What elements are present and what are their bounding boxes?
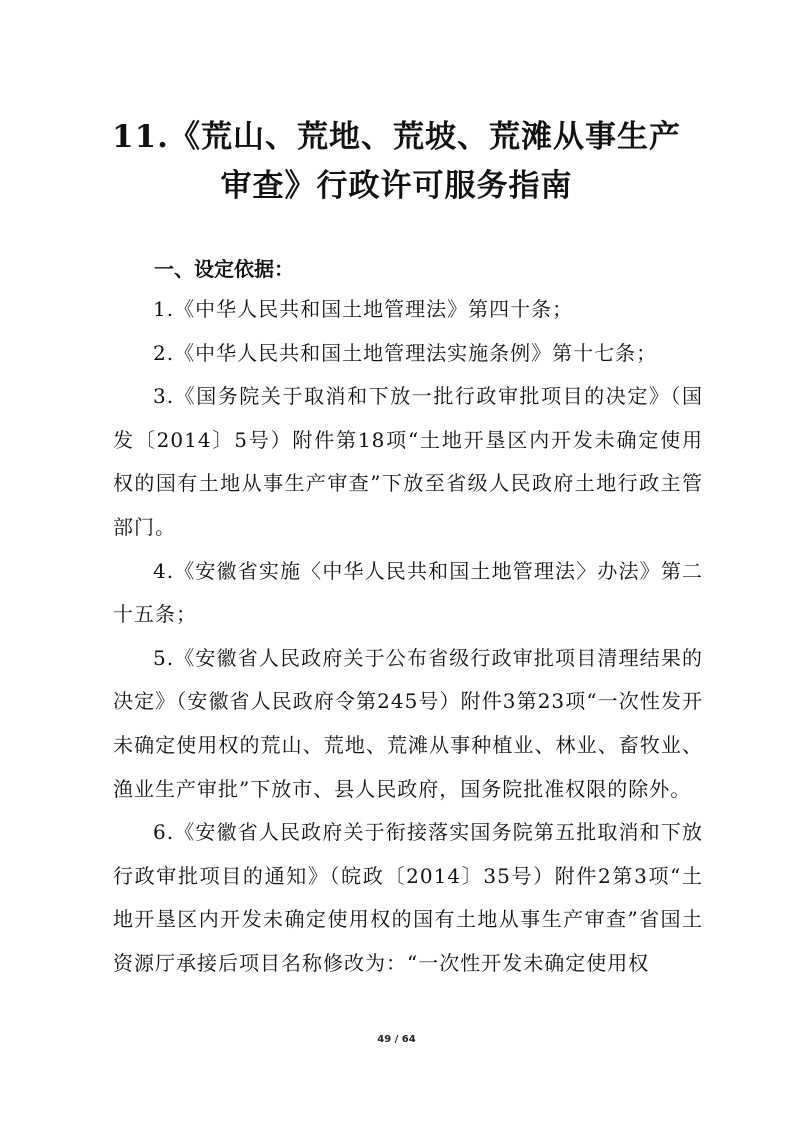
document-title-line-2: 审查》行政许可服务指南	[220, 168, 573, 204]
paragraph-2: 2.《中华人民共和国土地管理法实施条例》第十七条；	[153, 340, 658, 365]
page-number: 49 / 64	[377, 1034, 416, 1045]
paragraph-4: 4.《安徽省实施〈中华人民共和国土地管理法〉办法》第二十五条；	[113, 558, 703, 627]
paragraph-6: 6.《安徽省人民政府关于衔接落实国务院第五批取消和下放行政审批项目的通知》（皖政〔2014〕35号）附件2第3项“土地开垦区内开发未确定使用权的国有土地从事生产审查”省国土资源厅承接后项目名称修改为：“一次性开发未确定使用权	[113, 820, 703, 975]
paragraph-3: 3.《国务院关于取消和下放一批行政审批项目的决定》（国发〔2014〕5号）附件第18项“土地开垦区内开发未确定使用权的国有土地从事生产审查”下放至省级人民政府土地行政主管部门。	[113, 384, 703, 539]
section-heading: 一、设定依据：	[154, 257, 294, 281]
document-body	[113, 288, 703, 986]
paragraph-5: 5.《安徽省人民政府关于公布省级行政审批项目清理结果的决定》（安徽省人民政府令第245号）附件3第23项“一次性发开未确定使用权的荒山、荒地、荒滩从事种植业、林业、畜牧业、渔业生产审批”下放市、县人民政府，国务院批准权限的除外。	[113, 645, 703, 801]
paragraph-1: 1.《中华人民共和国土地管理法》第四十条；	[153, 297, 574, 321]
document-title-line-1: 11.《荒山、荒地、荒坡、荒滩从事生产	[112, 119, 681, 155]
